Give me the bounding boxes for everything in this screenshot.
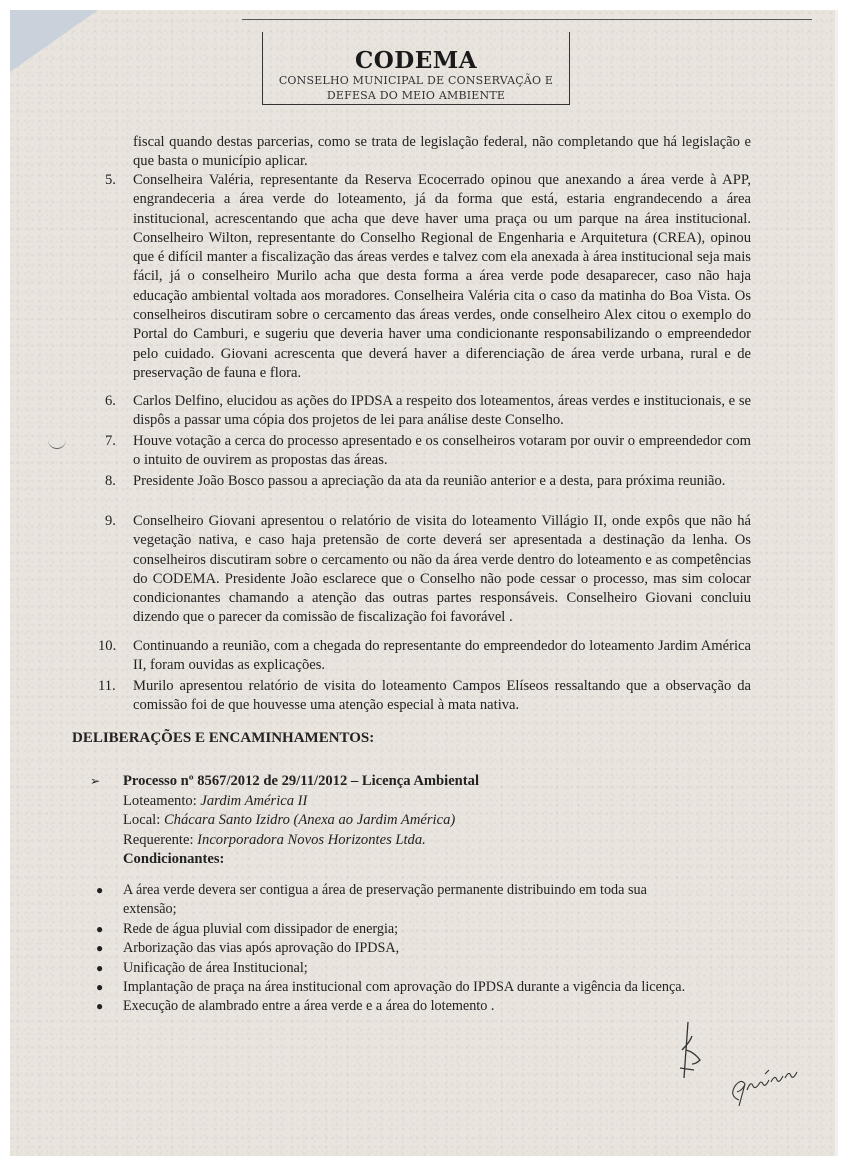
item-number: 7. [105, 433, 116, 449]
item-text: Continuando a reunião, com a chegada do representante do empreendedor do loteamento Jardim América II, foram ouvidas as explicações. [133, 638, 751, 674]
page-edge [835, 10, 838, 1156]
process-title: Processo nº 8567/2012 de 29/11/2012 – Licença Ambiental [123, 773, 480, 789]
loteamento-value: Jardim América II [200, 792, 308, 809]
item-number: 6. [105, 393, 116, 409]
list-item [105, 432, 751, 471]
requerente-line [123, 831, 479, 851]
loteamento-line [123, 792, 479, 812]
continuation-line-2: legislação e que basta o município aplicar. [133, 134, 751, 170]
letterhead-subtitle-1: CONSELHO MUNICIPAL DE CONSERVAÇÃO E [278, 74, 554, 87]
condition-item [96, 997, 756, 1016]
bullet-icon: ● [96, 960, 104, 975]
top-rule [242, 19, 812, 20]
item-number: 10. [98, 638, 117, 654]
bullet-icon: ● [96, 980, 104, 995]
list-item [105, 171, 751, 383]
condicionantes-label: Condicionantes: [123, 851, 225, 868]
condition-text: Rede de água pluvial com dissipador de energia; [123, 920, 399, 937]
list-item [105, 472, 751, 491]
letterhead [262, 32, 570, 105]
bullet-icon: ● [96, 921, 104, 936]
condition-text: Unificação de área Institucional; [123, 959, 308, 976]
condition-item [96, 978, 756, 997]
item-number: 5. [105, 172, 116, 188]
condition-text: A área verde devera ser contigua a área de preservação permanente distribuindo em toda sua extensão; [123, 882, 647, 918]
local-label: Local: [123, 812, 164, 829]
process-block [90, 772, 479, 870]
item-text: Carlos Delfino, elucidou as ações do IPDSA a respeito dos loteamentos, áreas verdes e institucionais, e se dispôs a passar uma cópia dos projetos de lei para análise deste Conselho. [133, 393, 751, 429]
condition-text: Execução de alambrado entre a área verde e a área do lotemento . [123, 998, 495, 1015]
condition-item [96, 881, 703, 920]
list-item [105, 512, 751, 628]
condition-item [96, 939, 756, 958]
section-heading: DELIBERAÇÕES E ENCAMINHAMENTOS: [72, 730, 375, 746]
document-page [10, 10, 838, 1156]
condition-item [96, 920, 756, 939]
margin-mark [48, 440, 66, 449]
item-text: Murilo apresentou relatório de visita do loteamento Campos Elíseos ressaltando que a observação da comissão foi de que houvesse uma atenção especial à mata nativa. [133, 678, 751, 714]
item-text: Conselheira Valéria, representante da Reserva Ecocerrado opinou que anexando a área verde à APP, engrandeceria a área verde do loteamento, já da forma que está, estaria engrandecendo a área institucional, acrescentando que acha que deve haver uma praça ou um parque na área institucional. Conselheiro Wilton, representante do Conselho Regional de Engenharia e Arquitetura (CREA), opinou que é difícil manter a fiscalização das áreas verdes e talvez com ela anexada à área institucional seja mais fácil, já o conselheiro Murilo acha que desta forma a área verde pode desaparecer, caso não haja educação ambiental voltada aos moradores. Conselheira Valéria cita o caso da matinha do Boa Vista. Os conselheiros discutiram sobre o cercamento das áreas verdes, onde conselheiro Alex citou o exemplo do Portal do Camburi, e sugeriu que deveria haver uma condicionante responsabilizando o empreendedor pelo cuidado. Giovani acrescenta que deverá haver a diferenciação de área verde urbana, rural e de preservação de fauna e flora. [133, 172, 751, 381]
continuation-line-1: fiscal quando destas parcerias, como se trata de legislação federal, não completando que há [133, 134, 678, 150]
list-item [105, 392, 751, 431]
local-line [123, 811, 479, 831]
item-text: Presidente João Bosco passou a apreciação da ata da reunião anterior e a desta, para próxima reunião. [133, 473, 726, 489]
name-signature [725, 1060, 805, 1110]
folded-corner [10, 10, 98, 72]
bullet-icon: ● [96, 941, 104, 956]
item-text: Conselheiro Giovani apresentou o relatório de visita do loteamento Villágio II, onde expôs que não há vegetação nativa, e caso haja pretensão de corte deverá ser apresentada a destinação da lenha. Os conselheiros discutiram sobre o cercamento ou não da área verde dentro do loteamento e as competências do CODEMA. Presidente João esclarece que o Conselho não pode cessar o processo, mas sim colocar condicionantes chamando a atenção das outras partes responsáveis. Conselheiro Giovani concluiu dizendo que o parecer da comissão de fiscalização foi favorável . [133, 513, 751, 626]
conditions-list [96, 881, 756, 1017]
condition-item [96, 959, 756, 978]
arrow-bullet-icon: ➢ [90, 774, 101, 788]
item-number: 9. [105, 513, 116, 529]
item-number: 8. [105, 473, 116, 489]
loteamento-label: Loteamento: [123, 792, 201, 809]
local-value: Chácara Santo Izidro (Anexa ao Jardim América) [163, 812, 456, 829]
continuation-paragraph [133, 133, 751, 172]
letterhead-title: CODEMA [354, 47, 478, 74]
list-item [98, 677, 751, 716]
requerente-label: Requerente: [123, 831, 198, 848]
item-number: 11. [98, 678, 116, 694]
letterhead-subtitle-2: DEFESA DO MEIO AMBIENTE [326, 89, 506, 102]
item-text: Houve votação a cerca do processo apresentado e os conselheiros votaram por ouvir o empreendedor com o intuito de ouvirem as propostas das áreas. [133, 433, 751, 469]
initials-signature [670, 1020, 710, 1080]
bullet-icon: ● [96, 883, 104, 897]
condition-text: Implantação de praça na área institucional com aprovação do IPDSA durante a vigência da licença. [123, 979, 686, 996]
condition-text: Arborização das vias após aprovação do IPDSA, [123, 940, 400, 957]
requerente-value: Incorporadora Novos Horizontes Ltda. [197, 831, 426, 848]
bullet-icon: ● [96, 999, 104, 1014]
list-item [98, 637, 751, 676]
